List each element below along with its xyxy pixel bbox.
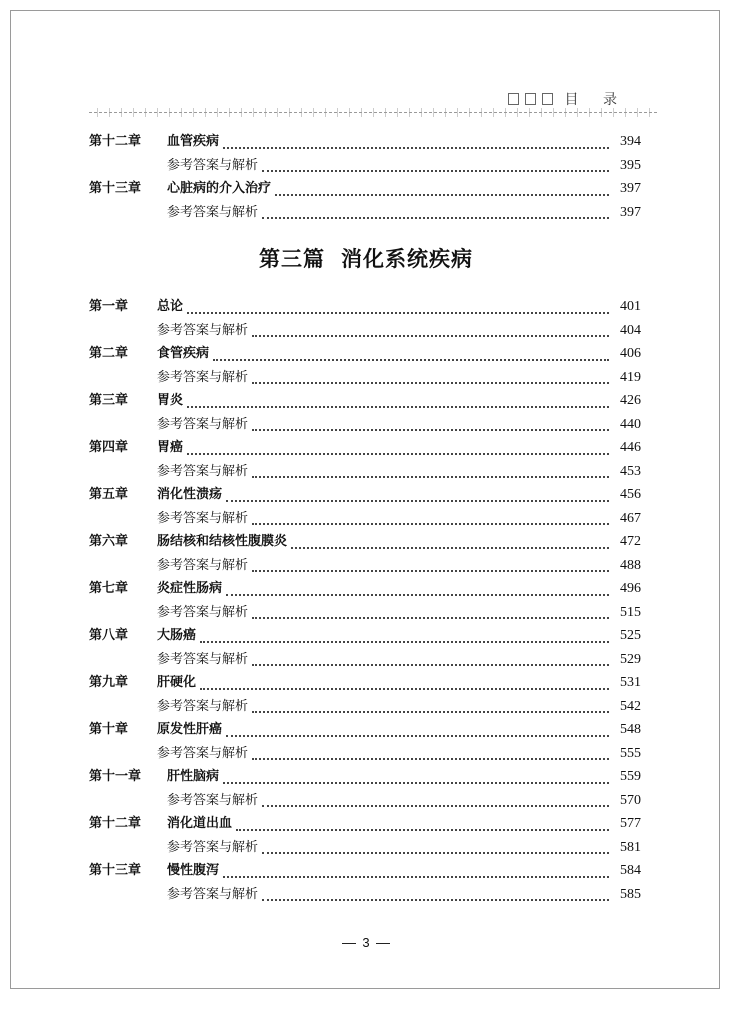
chapter-title: 总论	[157, 299, 184, 314]
dot-leader	[200, 641, 609, 643]
page-ref: 395	[620, 157, 641, 173]
page-ref: 584	[620, 863, 641, 878]
toc-chapter-row[interactable]	[89, 812, 641, 836]
chapter-title: 消化道出血	[167, 816, 233, 831]
answer-section-title: 参考答案与解析	[167, 839, 259, 855]
dot-leader	[262, 217, 609, 219]
dot-leader	[236, 829, 609, 831]
dot-leader	[213, 359, 609, 361]
chapter-number: 第十章	[89, 722, 129, 737]
chapter-number: 第八章	[89, 628, 129, 643]
toc-answer-row[interactable]	[89, 601, 641, 625]
toc-answer-row[interactable]	[89, 460, 641, 484]
page-ref: 585	[620, 886, 641, 902]
toc-chapter-row[interactable]	[89, 130, 641, 154]
toc-chapter-row[interactable]	[89, 530, 641, 554]
answer-section-title: 参考答案与解析	[167, 886, 259, 902]
toc-answer-row[interactable]	[89, 366, 641, 390]
chapter-title: 血管疾病	[167, 134, 220, 149]
running-header	[508, 89, 627, 109]
dot-leader	[252, 429, 609, 431]
chapter-number: 第九章	[89, 675, 129, 690]
answer-section-title: 参考答案与解析	[167, 792, 259, 808]
toc-chapter-row[interactable]	[89, 718, 641, 742]
toc-answer-row[interactable]	[89, 648, 641, 672]
chapter-title: 大肠癌	[157, 628, 197, 643]
dot-leader	[252, 523, 609, 525]
toc-chapter-row[interactable]	[89, 389, 641, 413]
chapter-title: 胃癌	[157, 440, 184, 455]
page-ref: 548	[620, 722, 641, 737]
answer-section-title: 参考答案与解析	[157, 369, 249, 385]
chapter-title: 肝性脑病	[167, 769, 220, 784]
chapter-number: 第十二章	[89, 816, 142, 831]
page-ref: 456	[620, 487, 641, 502]
document-page	[10, 10, 720, 989]
chapter-title: 心脏病的介入治疗	[167, 181, 272, 196]
chapter-number: 第七章	[89, 581, 129, 596]
page-footer	[11, 935, 721, 950]
header-box-icon	[542, 93, 553, 105]
toc-answer-row[interactable]	[89, 695, 641, 719]
chapter-number: 第十三章	[89, 863, 142, 878]
chapter-number: 第一章	[89, 299, 129, 314]
page-ref: 570	[620, 792, 641, 808]
page-ref: 496	[620, 581, 641, 596]
chapter-number: 第十一章	[89, 769, 142, 784]
answer-section-title: 参考答案与解析	[167, 157, 259, 173]
toc-chapter-row[interactable]	[89, 765, 641, 789]
dot-leader	[252, 758, 609, 760]
page-ref: 542	[620, 698, 641, 714]
dot-leader	[252, 570, 609, 572]
toc-answer-row[interactable]	[89, 883, 641, 907]
toc-answer-row[interactable]	[89, 507, 641, 531]
chapter-number: 第五章	[89, 487, 129, 502]
page-ref: 426	[620, 393, 641, 408]
toc-answer-row[interactable]	[89, 413, 641, 437]
chapter-title: 慢性腹泻	[167, 863, 220, 878]
toc-chapter-row[interactable]	[89, 342, 641, 366]
page-ref: 531	[620, 675, 641, 690]
dot-leader	[223, 782, 609, 784]
dot-leader	[262, 852, 609, 854]
dot-leader	[252, 335, 609, 337]
page-ref: 467	[620, 510, 641, 526]
chapter-title: 胃炎	[157, 393, 184, 408]
dot-leader	[187, 453, 609, 455]
page-ref: 404	[620, 322, 641, 338]
answer-section-title: 参考答案与解析	[167, 204, 259, 220]
toc-answer-row[interactable]	[89, 201, 641, 225]
dot-leader	[291, 547, 609, 549]
page-number: 3	[362, 935, 370, 950]
header-box-icon	[525, 93, 536, 105]
answer-section-title: 参考答案与解析	[157, 416, 249, 432]
header-divider	[89, 112, 657, 113]
toc-list	[89, 295, 641, 906]
answer-section-title: 参考答案与解析	[157, 651, 249, 667]
chapter-number: 第四章	[89, 440, 129, 455]
toc-answer-row[interactable]	[89, 154, 641, 178]
dot-leader	[275, 194, 609, 196]
answer-section-title: 参考答案与解析	[157, 322, 249, 338]
footer-dash-right	[376, 943, 390, 944]
dot-leader	[252, 711, 609, 713]
chapter-number: 第十三章	[89, 181, 142, 196]
chapter-title: 原发性肝癌	[157, 722, 223, 737]
dot-leader	[252, 664, 609, 666]
answer-section-title: 参考答案与解析	[157, 510, 249, 526]
page-ref: 419	[620, 369, 641, 385]
toc-answer-row[interactable]	[89, 836, 641, 860]
dot-leader	[223, 876, 609, 878]
toc-answer-row[interactable]	[89, 742, 641, 766]
page-ref: 581	[620, 839, 641, 855]
page-ref: 577	[620, 816, 641, 831]
header-label: 目 录	[564, 92, 627, 108]
answer-section-title: 参考答案与解析	[157, 604, 249, 620]
answer-section-title: 参考答案与解析	[157, 463, 249, 479]
dot-leader	[187, 406, 609, 408]
toc-chapter-row[interactable]	[89, 177, 641, 201]
chapter-number: 第六章	[89, 534, 129, 549]
dot-leader	[226, 735, 609, 737]
page-ref: 472	[620, 534, 641, 549]
page-ref: 525	[620, 628, 641, 643]
page-ref: 397	[620, 204, 641, 220]
toc-chapter-row[interactable]	[89, 483, 641, 507]
dot-leader	[223, 147, 609, 149]
part-title	[11, 243, 721, 273]
page-ref: 555	[620, 745, 641, 761]
toc-continued-list	[89, 130, 641, 224]
page-ref: 529	[620, 651, 641, 667]
toc-chapter-row[interactable]	[89, 436, 641, 460]
toc-chapter-row[interactable]	[89, 577, 641, 601]
dot-leader	[262, 899, 609, 901]
answer-section-title: 参考答案与解析	[157, 745, 249, 761]
part-name: 消化系统疾病	[341, 246, 473, 271]
toc-chapter-row[interactable]	[89, 624, 641, 648]
dot-leader	[200, 688, 609, 690]
page-ref: 559	[620, 769, 641, 784]
header-box-icon	[508, 93, 519, 105]
toc-chapter-row[interactable]	[89, 859, 641, 883]
page-ref: 394	[620, 134, 641, 149]
chapter-number: 第三章	[89, 393, 129, 408]
chapter-title: 炎症性肠病	[157, 581, 223, 596]
chapter-title: 肠结核和结核性腹膜炎	[157, 534, 288, 549]
dot-leader	[252, 476, 609, 478]
page-ref: 440	[620, 416, 641, 432]
footer-dash-left	[342, 943, 356, 944]
toc-answer-row[interactable]	[89, 789, 641, 813]
answer-section-title: 参考答案与解析	[157, 698, 249, 714]
page-ref: 515	[620, 604, 641, 620]
answer-section-title: 参考答案与解析	[157, 557, 249, 573]
page-ref: 401	[620, 299, 641, 314]
dot-leader	[226, 500, 609, 502]
chapter-title: 食管疾病	[157, 346, 210, 361]
dot-leader	[262, 805, 609, 807]
page-ref: 446	[620, 440, 641, 455]
toc-answer-row[interactable]	[89, 319, 641, 343]
dot-leader	[252, 382, 609, 384]
chapter-title: 消化性溃疡	[157, 487, 223, 502]
page-ref: 488	[620, 557, 641, 573]
page-ref: 397	[620, 181, 641, 196]
toc-chapter-row[interactable]	[89, 671, 641, 695]
dot-leader	[187, 312, 609, 314]
part-number: 第三篇	[259, 246, 325, 271]
toc-answer-row[interactable]	[89, 554, 641, 578]
chapter-number: 第二章	[89, 346, 129, 361]
toc-chapter-row[interactable]	[89, 295, 641, 319]
page-ref: 406	[620, 346, 641, 361]
dot-leader	[262, 170, 609, 172]
dot-leader	[226, 594, 609, 596]
dot-leader	[252, 617, 609, 619]
page-ref: 453	[620, 463, 641, 479]
chapter-number: 第十二章	[89, 134, 142, 149]
chapter-title: 肝硬化	[157, 675, 197, 690]
